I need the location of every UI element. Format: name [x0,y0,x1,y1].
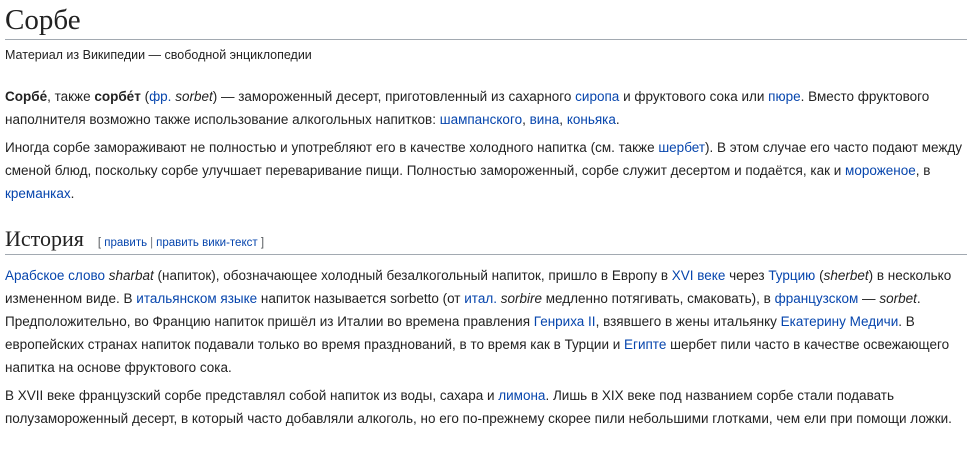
link-egypt[interactable]: Египте [624,337,667,352]
history-paragraph-1: Арабское слово sharbat (напиток), обозначающее холодный безалкогольный напиток, пришло в Европу в XVI веке через Турцию (sherbet) в несколько измененном виде. В итальянском языке напиток называется sorbetto (от итал. sorbire медленно потягивать, смаковать), в французском — sorbet. Предположительно, во Францию напиток пришёл из Италии во времена правления Генриха II, взявшего в жены итальянку Екатерину Медичи. В европейских странах напиток подавали только во время празднований, в то время как в Турции и Египте шербет пили часто в качестве освежающего напитка на основе фруктового сока. [5,268,952,375]
edit-section-links: [ править | править вики-текст ] [97,237,265,249]
link-champagne[interactable]: шампанского [439,112,523,127]
link-wine[interactable]: вина [529,112,560,127]
link-french-language[interactable]: французском [774,291,859,306]
history-paragraph-2: В XVII веке французский сорбе представлял собой напиток из воды, сахара и лимона. Лишь в XIX веке под названием сорбе стали подавать полузамороженный десерт, в который часто добавляли алкоголь, но его по-прежнему скорее пили небольшими глотками, чем ели при помощи ложки. [5,388,952,426]
section-title: История [5,226,84,251]
link-sherbet[interactable]: шербет [658,140,706,155]
italic-sherbet: sherbet [823,268,869,283]
italic-sharbat: sharbat [108,268,154,283]
italic-sorbet: sorbet [175,89,213,104]
link-kremanki[interactable]: креманках [5,186,71,201]
link-ital-abbr[interactable]: итал. [464,291,497,306]
link-turkey[interactable]: Турцию [768,268,816,283]
link-ice-cream[interactable]: мороженое [845,163,916,178]
link-henry-ii[interactable]: Генриха II [533,314,596,329]
page-title: Сорбе [5,0,967,40]
edit-wikitext-link[interactable]: править вики-текст [156,237,258,249]
section-heading-history [5,226,967,255]
link-lemon[interactable]: лимона [498,388,546,403]
link-italian-language[interactable]: итальянском языке [136,291,258,306]
link-french-abbr[interactable]: фр. [149,89,172,104]
link-syrup[interactable]: сиропа [575,89,620,104]
link-puree[interactable]: пюре [768,89,801,104]
link-arabic-word[interactable]: Арабское слово [5,268,105,283]
link-xvi-century[interactable]: XVI веке [671,268,726,283]
bold-term-sorbet: сорбе́т [94,89,141,104]
italic-sorbet-2: sorbet [879,291,917,306]
italic-sorbire: sorbire [500,291,542,306]
edit-link[interactable]: править [104,237,148,249]
site-tagline: Материал из Википедии — свободной энциклопедии [5,48,312,62]
link-cognac[interactable]: коньяка [566,112,616,127]
intro-paragraph-1: Сорбе́, также сорбе́т (фр. sorbet) — замороженный десерт, приготовленный из сахарного сиропа и фруктового сока или пюре. Вместо фруктового наполнителя возможно также использование алкогольных напитков: шампанского, вина, коньяка. [5,89,930,127]
bold-term-sorbe: Сорбе́ [5,89,48,104]
link-catherine-medici[interactable]: Екатерину Медичи [780,314,899,329]
intro-paragraph-2: Иногда сорбе замораживают не полностью и употребляют его в качестве холодного напитка (см. также шербет). В этом случае его часто подают между сменой блюд, поскольку сорбе улучшает переваривание пищи. Полностью замороженный, сорбе служит десертом и подаётся, как и мороженое, в креманках. [5,140,963,201]
